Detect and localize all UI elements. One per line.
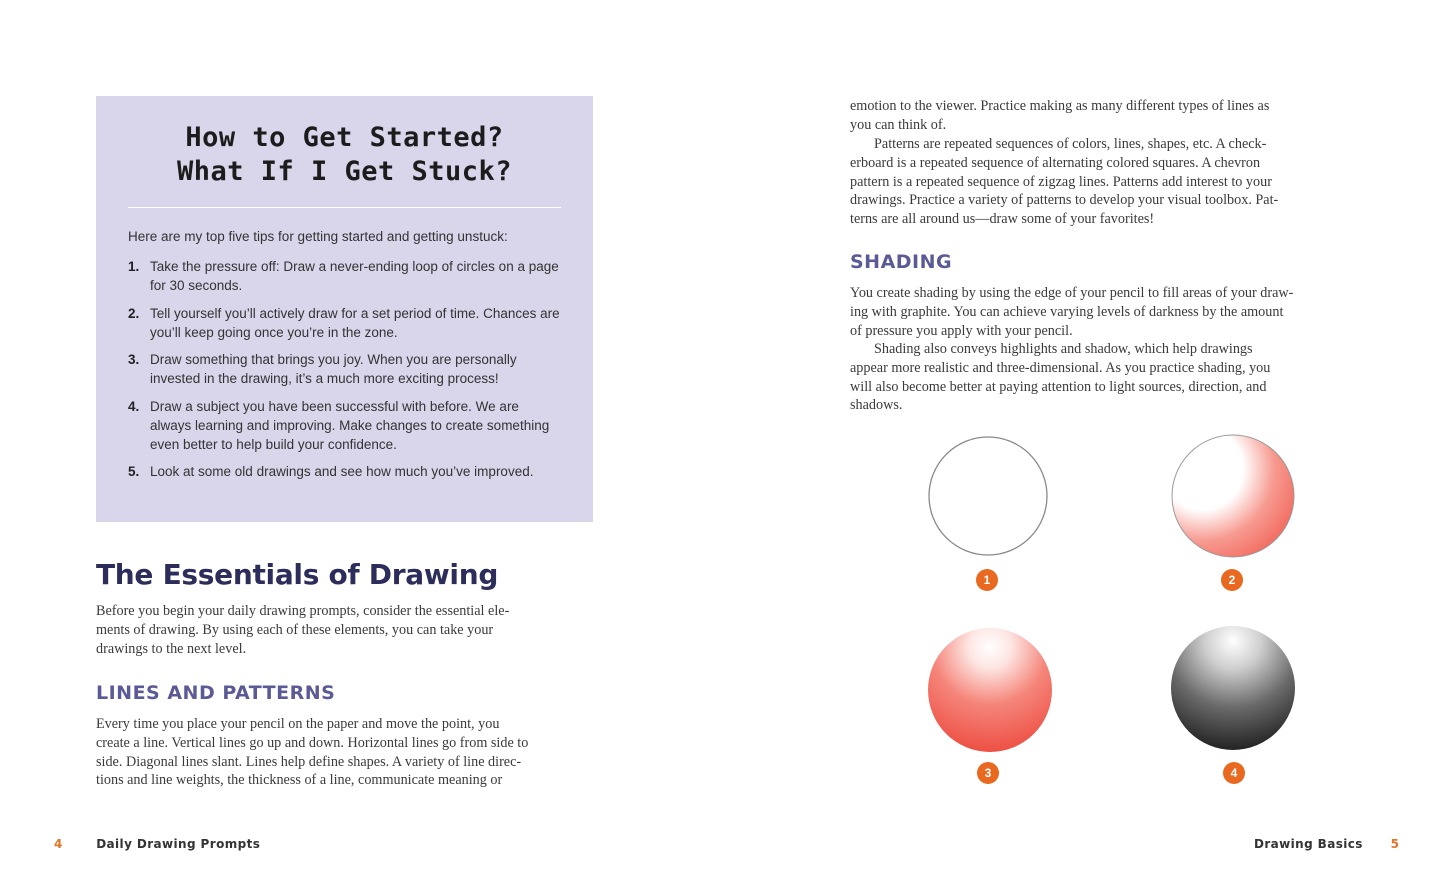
tips-title-line2: What If I Get Stuck? bbox=[176, 156, 513, 187]
intro-paragraph bbox=[96, 602, 509, 658]
section-title: The Essentials of Drawing bbox=[96, 558, 499, 591]
tip-text-line: even better to help build your confidence. bbox=[150, 437, 397, 452]
text-line: Every time you place your pencil on the paper and move the point, you bbox=[96, 716, 500, 732]
footer-right bbox=[1254, 837, 1399, 851]
tip-text-line: always learning and improving. Make changes to create something bbox=[150, 418, 550, 433]
graphite-shaded-sphere bbox=[1171, 626, 1295, 750]
step-badge-4: 4 bbox=[1223, 762, 1245, 784]
tip-text-line: Take the pressure off: Draw a never-ending loop of circles on a page bbox=[150, 259, 559, 274]
tip-number: 2. bbox=[128, 306, 140, 321]
tip-number: 3. bbox=[128, 352, 140, 367]
tip-number: 4. bbox=[128, 399, 140, 414]
outline-circle bbox=[929, 437, 1047, 555]
text-line: will also become better at paying attention to light sources, direction, and bbox=[850, 378, 1267, 395]
tips-title-line1: How to Get Started? bbox=[185, 122, 504, 153]
text-line: ments of drawing. By using each of these elements, you can take your bbox=[96, 621, 494, 638]
text-line: Shading also conveys highlights and shadow, which help drawings bbox=[874, 341, 1253, 357]
text-line: drawings to the next level. bbox=[96, 640, 247, 657]
tip-text-line: Draw something that brings you joy. When you are personally bbox=[150, 352, 517, 367]
shading-heading: SHADING bbox=[850, 251, 953, 273]
text-line: Patterns are repeated sequences of colors, lines, shapes, etc. A check- bbox=[874, 136, 1267, 152]
sphere-step-4 bbox=[1171, 626, 1295, 750]
text-line: terns are all around us—draw some of your favorites! bbox=[850, 211, 1155, 228]
shading-paragraph-1 bbox=[850, 284, 1293, 340]
text-line: emotion to the viewer. Practice making as many different types of lines as bbox=[850, 98, 1270, 114]
text-line: create a line. Vertical lines go up and down. Horizontal lines go from side to bbox=[96, 734, 529, 751]
left-page bbox=[0, 0, 722, 891]
page-number: 4 bbox=[54, 837, 63, 851]
lines-paragraph bbox=[96, 715, 528, 790]
text-line: erboard is a repeated sequence of alternating colored squares. A chevron bbox=[850, 154, 1261, 171]
text-line: appear more realistic and three-dimensional. As you practice shading, you bbox=[850, 359, 1271, 376]
tip-text-line: for 30 seconds. bbox=[150, 278, 243, 293]
continued-paragraph bbox=[850, 97, 1269, 135]
tips-box bbox=[96, 96, 593, 522]
sphere-step-2 bbox=[1172, 435, 1294, 557]
step-badge-2: 2 bbox=[1221, 569, 1243, 591]
sphere-step-3 bbox=[928, 628, 1052, 752]
running-title: Daily Drawing Prompts bbox=[96, 837, 261, 851]
text-line: shadows. bbox=[850, 397, 903, 414]
partially-shaded-circle bbox=[1172, 435, 1294, 557]
text-line: side. Diagonal lines slant. Lines help define shapes. A variety of line direc- bbox=[96, 753, 522, 770]
shading-paragraph-2 bbox=[850, 340, 1270, 415]
text-line: ing with graphite. You can achieve varying levels of darkness by the amount bbox=[850, 303, 1284, 320]
lines-patterns-heading: LINES AND PATTERNS bbox=[96, 682, 336, 704]
text-line: pattern is a repeated sequence of zigzag lines. Patterns add interest to your bbox=[850, 173, 1272, 190]
tip-number: 1. bbox=[128, 259, 140, 274]
tip-text-line: you’ll keep going once you’re in the zone. bbox=[150, 325, 398, 340]
shading-steps-illustration bbox=[912, 425, 1312, 795]
tips-intro: Here are my top five tips for getting started and getting unstuck: bbox=[128, 229, 508, 244]
tip-text-line: Look at some old drawings and see how much you’ve improved. bbox=[150, 464, 534, 479]
tips-divider bbox=[128, 207, 561, 208]
sphere-step-1 bbox=[929, 437, 1047, 555]
footer-left bbox=[54, 837, 260, 851]
right-page bbox=[722, 0, 1445, 891]
page-number: 5 bbox=[1390, 837, 1400, 851]
text-line: Before you begin your daily drawing prompts, consider the essential ele- bbox=[96, 603, 510, 619]
tip-text-line: Tell yourself you’ll actively draw for a set period of time. Chances are bbox=[150, 306, 560, 321]
patterns-paragraph bbox=[850, 135, 1278, 229]
text-line: of pressure you apply with your pencil. bbox=[850, 322, 1073, 339]
running-title: Drawing Basics bbox=[1254, 837, 1363, 851]
text-line: You create shading by using the edge of your pencil to fill areas of your draw- bbox=[850, 285, 1294, 301]
text-line: tions and line weights, the thickness of a line, communicate meaning or bbox=[96, 772, 503, 789]
tip-text-line: Draw a subject you have been successful with before. We are bbox=[150, 399, 519, 414]
text-line: drawings. Practice a variety of patterns to develop your visual toolbox. Pat- bbox=[850, 192, 1279, 209]
tip-text-line: invested in the drawing, it’s a much more exciting process! bbox=[150, 371, 499, 386]
tip-number: 5. bbox=[128, 464, 140, 479]
text-line: you can think of. bbox=[850, 116, 947, 133]
step-badge-1: 1 bbox=[976, 569, 998, 591]
step-badge-3: 3 bbox=[977, 762, 999, 784]
red-shaded-sphere bbox=[928, 628, 1052, 752]
